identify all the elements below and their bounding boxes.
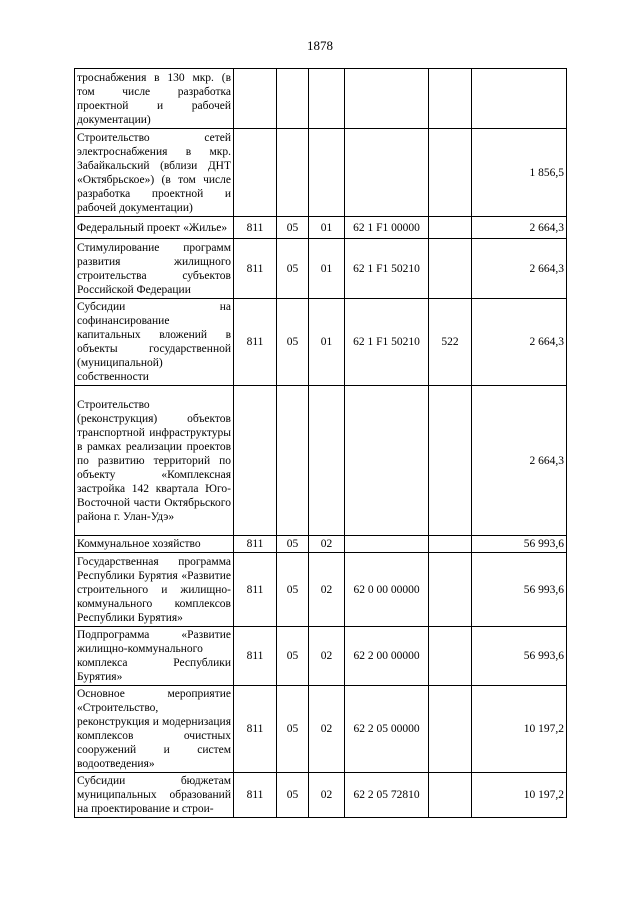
row-ved: 811	[234, 299, 277, 386]
row-sum: 56 993,6	[472, 627, 567, 686]
row-vr	[429, 129, 472, 217]
row-rz: 05	[277, 627, 309, 686]
table-row	[75, 553, 567, 627]
row-ved: 811	[234, 217, 277, 239]
row-pr: 01	[309, 217, 345, 239]
row-ved: 811	[234, 773, 277, 818]
row-csr: 62 2 05 00000	[345, 686, 429, 773]
row-sum: 56 993,6	[472, 536, 567, 553]
row-vr: 522	[429, 299, 472, 386]
table-row	[75, 536, 567, 553]
row-rz: 05	[277, 299, 309, 386]
row-csr	[345, 536, 429, 553]
row-pr: 01	[309, 299, 345, 386]
row-sum: 10 197,2	[472, 773, 567, 818]
row-csr: 62 1 F1 50210	[345, 299, 429, 386]
row-sum: 2 664,3	[472, 217, 567, 239]
row-name: Коммунальное хозяйство	[75, 536, 234, 553]
row-pr: 02	[309, 536, 345, 553]
row-name: Стимулирование программ развития жилищного строительства субъектов Российской Федерации	[75, 239, 234, 299]
row-ved: 811	[234, 686, 277, 773]
row-name: Государственная программа Республики Бурятия «Развитие строительного и жилищно-коммунального комплексов Республики Бурятия»	[75, 553, 234, 627]
row-vr	[429, 627, 472, 686]
row-rz: 05	[277, 217, 309, 239]
row-name: Федеральный проект «Жилье»	[75, 217, 234, 239]
row-pr: 02	[309, 773, 345, 818]
row-csr: 62 0 00 00000	[345, 553, 429, 627]
table-row	[75, 69, 567, 129]
row-ved: 811	[234, 627, 277, 686]
row-vr	[429, 239, 472, 299]
row-rz: 05	[277, 536, 309, 553]
row-vr	[429, 553, 472, 627]
page-number: 1878	[307, 38, 333, 53]
row-csr	[345, 129, 429, 217]
row-name: троснабжения в 130 мкр. (в том числе разработка проектной и рабочей документации)	[75, 69, 234, 129]
budget-table	[74, 68, 567, 818]
row-sum: 2 664,3	[472, 386, 567, 536]
table-row	[75, 239, 567, 299]
row-csr	[345, 69, 429, 129]
row-pr: 02	[309, 627, 345, 686]
row-csr: 62 1 F1 50210	[345, 239, 429, 299]
table-row	[75, 217, 567, 239]
row-pr: 02	[309, 686, 345, 773]
row-pr	[309, 386, 345, 536]
row-ved: 811	[234, 536, 277, 553]
row-vr	[429, 217, 472, 239]
row-pr	[309, 69, 345, 129]
table-row	[75, 386, 567, 536]
row-sum: 56 993,6	[472, 553, 567, 627]
row-csr: 62 2 05 72810	[345, 773, 429, 818]
table-row	[75, 299, 567, 386]
row-rz: 05	[277, 553, 309, 627]
row-rz: 05	[277, 239, 309, 299]
row-csr	[345, 386, 429, 536]
row-name: Субсидии на софинансирование капитальных вложений в объекты государственной (муниципальной) собственности	[75, 299, 234, 386]
row-vr	[429, 386, 472, 536]
row-sum: 1 856,5	[472, 129, 567, 217]
row-vr	[429, 686, 472, 773]
row-sum: 2 664,3	[472, 239, 567, 299]
table-row	[75, 129, 567, 217]
row-rz: 05	[277, 686, 309, 773]
row-vr	[429, 773, 472, 818]
row-pr	[309, 129, 345, 217]
row-pr: 01	[309, 239, 345, 299]
row-pr: 02	[309, 553, 345, 627]
row-sum	[472, 69, 567, 129]
row-ved: 811	[234, 553, 277, 627]
row-rz	[277, 129, 309, 217]
row-rz	[277, 386, 309, 536]
row-name: Строительство (реконструкция) объектов транспортной инфраструктуры в рамках реализации проектов по развитию территорий по объекту «Комплексная застройка 142 квартала Юго-Восточной части Октябрьского района г. Улан-Удэ»	[75, 386, 234, 536]
row-name: Основное мероприятие «Строительство, реконструкция и модернизация комплексов очистных сооружений и систем водоотведения»	[75, 686, 234, 773]
row-csr: 62 1 F1 00000	[345, 217, 429, 239]
row-name: Подпрограмма «Развитие жилищно-коммунального комплекса Республики Бурятия»	[75, 627, 234, 686]
row-rz	[277, 69, 309, 129]
row-csr: 62 2 00 00000	[345, 627, 429, 686]
row-vr	[429, 69, 472, 129]
table-row	[75, 686, 567, 773]
row-ved	[234, 69, 277, 129]
row-rz: 05	[277, 773, 309, 818]
table-row	[75, 627, 567, 686]
row-name: Строительство сетей электроснабжения в мкр. Забайкальский (вблизи ДНТ «Октябрьское») (в том числе разработка проектной и рабочей документации)	[75, 129, 234, 217]
row-vr	[429, 536, 472, 553]
row-ved	[234, 386, 277, 536]
row-name: Субсидии бюджетам муниципальных образований на проектирование и строи-	[75, 773, 234, 818]
row-sum: 2 664,3	[472, 299, 567, 386]
row-ved	[234, 129, 277, 217]
row-ved: 811	[234, 239, 277, 299]
table-body	[75, 69, 567, 818]
row-sum: 10 197,2	[472, 686, 567, 773]
table-row	[75, 773, 567, 818]
